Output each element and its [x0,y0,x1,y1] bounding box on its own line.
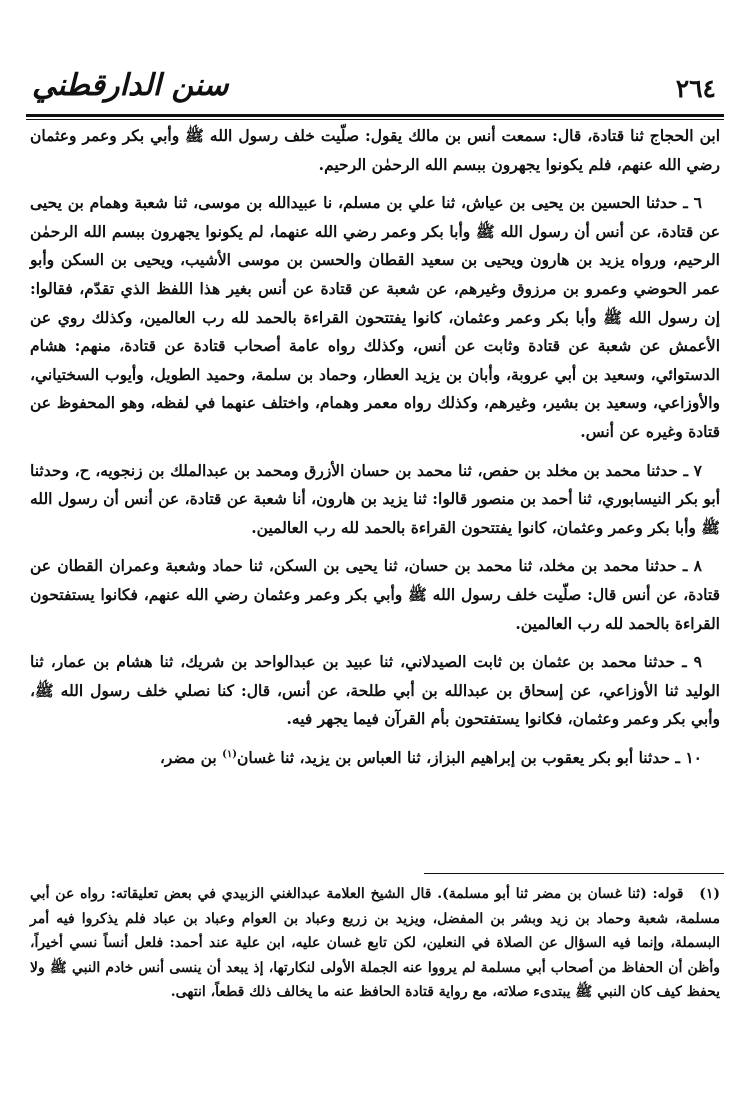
hadith-number: ٦ ـ [683,193,702,213]
intro-paragraph: ابن الحجاج ثنا قتادة، قال: سمعت أنس بن مالك يقول: صلّيت خلف رسول الله ﷺ وأبي بكر وعمر وعثمان رضي الله عنهم، فلم يكونوا يجهرون ببسم الله الرحمٰن الرحيم. [30,126,720,174]
footnote-text: قوله: (ثنا غسان بن مضر ثنا أبو مسلمة). قال الشيخ العلامة عبدالغني الزبيدي في بعض تعليقاته: رواه عن أبي مسلمة، شعبة وحماد بن زيد وبشر بن المفضل، ويزيد بن زريع وعباد بن العوام وعباد بن عباد فلم يذكروا فيه أمر البسملة، وإنما فيه السؤال عن الصلاة في النعلين، لكن تابع غسان عليه، ابن علية عند أحمد: فلعل أنساً نسي أخيراً، وأظن أن الحفاظ من أصحاب أبي مسلمة لم يرووا عنه الجملة الأولى لنكارتها، إذ يبعد أن ينسى أنس خادم النبي ﷺ ولا يحفظ كيف كان النبي ﷺ يبتدىء صلاته، مع رواية قتادة الحافظ عنه ما يخالف ذلك قطعاً، انتهى. [30,886,720,1001]
hadith-text: محمد بن مخلد بن حفص، ثنا محمد بن حسان الأزرق ومحمد بن عبدالملك بن زنجويه، ح، وحدثنا أبو بكر النيسابوري، ثنا أحمد بن منصور قالوا: ثنا يزيد بن هارون، أنا شعبة عن قتادة، عن أنس أن رسول الله ﷺ وأبا بكر وعمر وعثمان، كانوا يفتتحون القراءة بالحمد لله رب العالمين. [30,460,720,537]
hadith-lead: حدثنا [638,747,670,767]
hadith-lead: حدثنا [645,556,677,576]
hadith-number: ٨ ـ [682,556,702,576]
hadith-8 [30,552,720,638]
hadith-lead: حدثنا [646,460,678,480]
footnote-divider [424,873,724,874]
hadith-lead: حدثنا [643,652,676,672]
header-rule [26,114,724,117]
header-rule-thin [26,119,724,120]
hadith-text: محمد بن مخلد، ثنا محمد بن حسان، ثنا يحيى بن السكن، ثنا حماد وشعبة وعمران القطان عن قتادة، عن أنس قال: صلّيت خلف رسول الله ﷺ وأبي بكر وعمر وعثمان رضي الله عنهم، فكانوا يستفتحون القراءة بالحمد لله رب العالمين. [30,556,720,633]
hadith-lead: حدثنا [646,193,678,213]
hadith-7 [30,457,720,543]
main-text [30,122,720,782]
hadith-number: ١٠ ـ [675,747,702,767]
footnote-reference[interactable]: (١) [222,748,237,760]
hadith-text: أبو بكر يعقوب بن إبراهيم البزاز، ثنا العباس بن يزيد، ثنا غسان [236,747,634,767]
hadith-text-continued: بن مضر، [159,747,223,767]
page-header [26,68,724,114]
book-title: سنن الدارقطني [32,68,229,103]
hadith-text: الحسين بن يحيى بن عياش، ثنا علي بن مسلم، نا عبيدالله بن موسى، ثنا شعبة وهمام بن يحيى عن قتادة، عن أنس أن رسول الله ﷺ وأبا بكر وعمر رضي الله عنهما، لم يكونوا يجهرون ببسم الله الرحمٰن الرحيم، ورواه يزيد بن هارون ويحيى بن سعيد القطان والحسن بن موسى الأشيب، ويحيى بن السكن وأبو عمر الحوضي وعمرو بن مرزوق وغيرهم، عن شعبة عن قتادة عن أنس بغير هذا اللفظ الذي تقدّم، فقالوا: إن رسول الله ﷺ وأبا بكر وعمر وعثمان، كانوا يفتتحون القراءة بالحمد لله رب العالمين، وكذلك روي عن الأعمش عن شعبة عن قتادة وثابت عن أنس، وكذلك رواه عامة أصحاب قتادة عن قتادة، منهم: هشام الدستوائي، وسعيد بن أبي عروبة، وأبان بن يزيد العطار، وحماد بن سلمة، وحميد الطويل، وأيوب السختياني، والأوزاعي، وسعيد بن بشير، وغيرهم، وكذلك رواه معمر وهمام، واختلف عنهما في لفظه، وهو المحفوظ عن قتادة وغيره عن أنس. [30,193,720,441]
hadith-text: محمد بن عثمان بن ثابت الصيدلاني، ثنا عبيد بن عبدالواحد بن شريك، ثنا هشام بن عمار، ثنا الوليد ثنا الأوزاعي، عن إسحاق بن عبدالله بن أبي طلحة، عن أنس، قال: كنا نصلي خلف رسول الله ﷺ، وأبي بكر وعمر وعثمان، فكانوا يستفتحون بأم القرآن فيما يجهر فيه. [30,652,720,729]
hadith-10 [30,744,720,773]
page-number: ٢٦٤ [675,74,716,103]
hadith-number: ٧ ـ [683,460,702,480]
hadith-6 [30,189,720,446]
hadith-number: ٩ ـ [682,652,702,672]
footnote [30,882,720,1005]
footnote-marker: (١) [699,886,721,902]
hadith-9 [30,648,720,734]
